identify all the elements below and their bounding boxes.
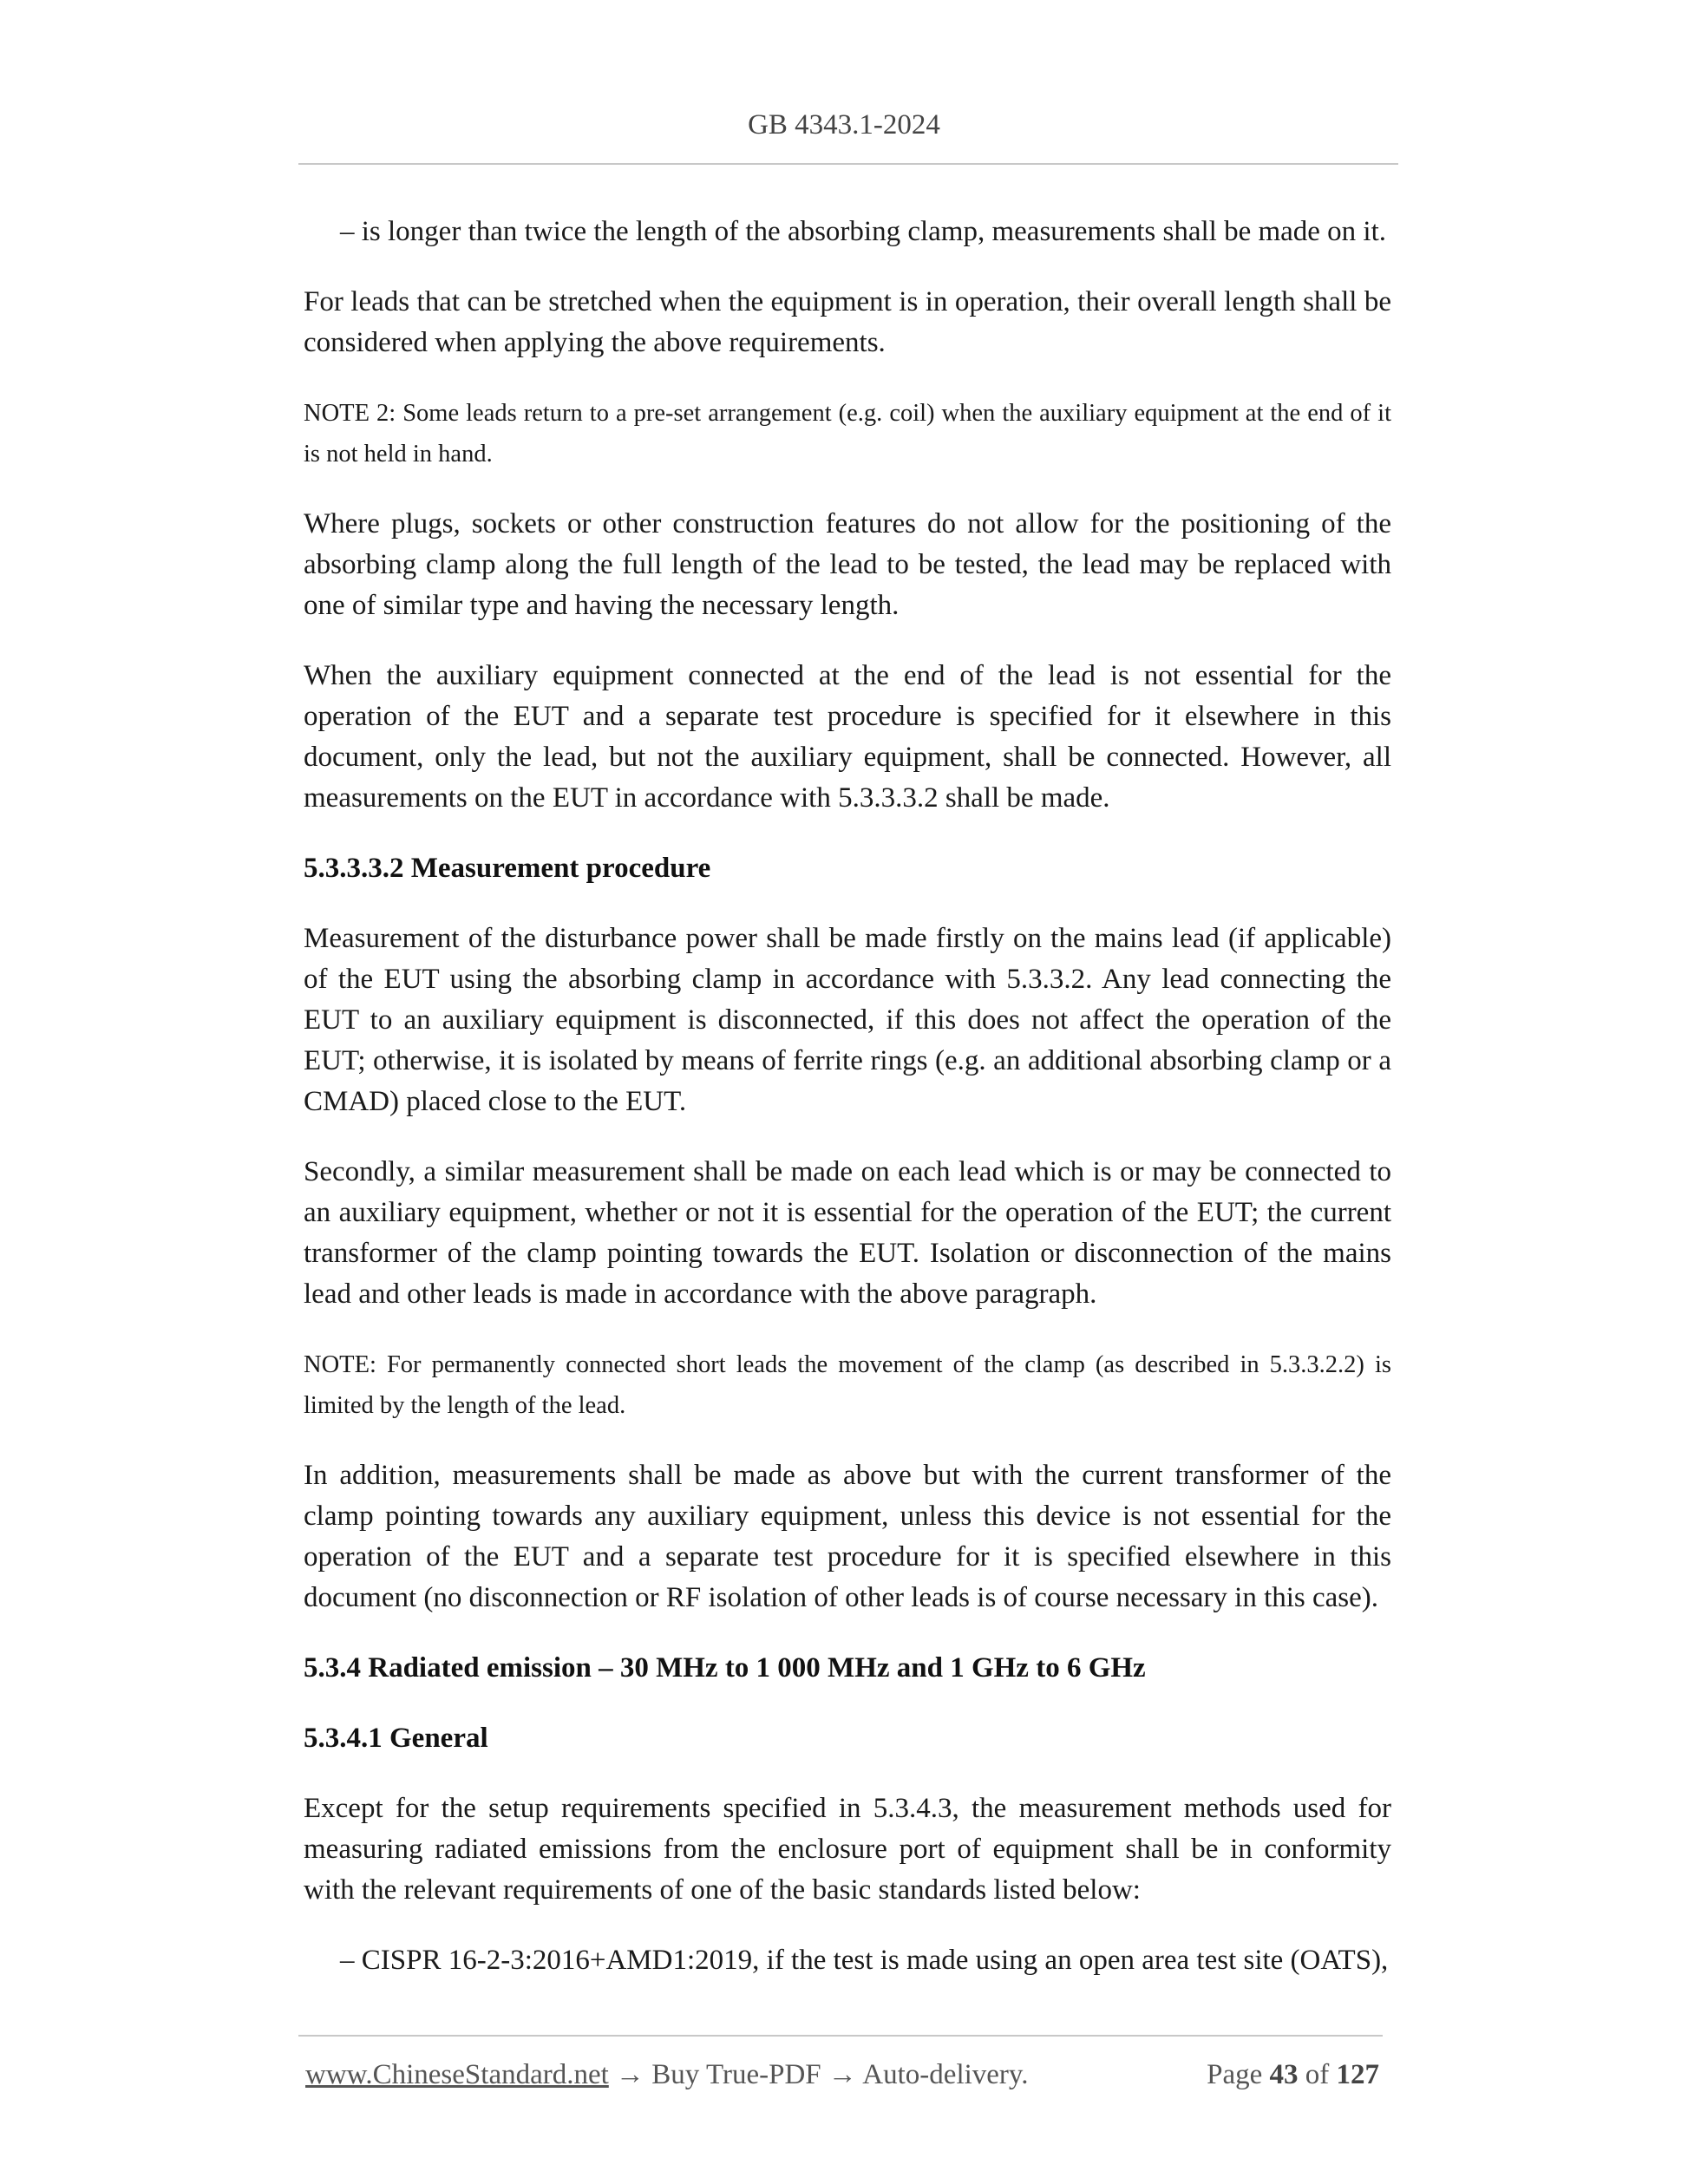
body-paragraph: Except for the setup requirements specified in 5.3.4.3, the measurement methods used for measuring radiated emissions from the enclosure port of equipment shall be in conformity with the relevant requirements of one of the basic standards listed below: [304,1793,1391,1906]
page-number: 43 [1269,2059,1299,2090]
note-paragraph: NOTE: For permanently connected short leads the movement of the clamp (as described in 5.3.3.2.2) is limited by the length of the lead. [304,1351,1391,1419]
running-header: GB 4343.1-2024 [748,109,940,141]
list-item: – is longer than twice the length of the absorbing clamp, measurements shall be made on it. [340,216,1387,247]
body-paragraph: Measurement of the disturbance power shall be made firstly on the mains lead (if applicable) of the EUT using the absorbing clamp in accordance with 5.3.3.2. Any lead connecting the EUT to an auxiliary equipment is disconnected, if this does not affect the operation of the EUT; otherwise, it is isolated by means of ferrite rings (e.g. an additional absorbing clamp or a CMAD) placed close to the EUT. [304,923,1391,1117]
of-label: of [1305,2059,1330,2090]
page-label: Page [1207,2059,1263,2090]
body-paragraph: In addition, measurements shall be made as above but with the current transformer of the clamp pointing towards any auxiliary equipment, unless this device is not essential for the operation of the EUT and a separate test procedure for it is specified elsewhere in this document (no disconnection or RF isolation of other leads is of course necessary in this case). [304,1460,1391,1613]
page-indicator [1207,2056,1379,2094]
body-paragraph: When the auxiliary equipment connected at the end of the lead is not essential for the operation of the EUT and a separate test procedure is specified for it elsewhere in this document, only the lead, but not the auxiliary equipment, shall be connected. However, all measurements on the EUT in accordance with 5.3.3.3.2 shall be made. [304,660,1391,814]
page-content [304,212,1391,1981]
page-total: 127 [1336,2059,1379,2090]
body-paragraph: For leads that can be stretched when the equipment is in operation, their overall length shall be considered when applying the above requirements. [304,286,1391,358]
website-link[interactable]: www.ChineseStandard.net [305,2059,609,2090]
list-item: – CISPR 16-2-3:2016+AMD1:2019, if the test is made using an open area test site (OATS), [340,1945,1389,1976]
footer-promo [305,2056,1029,2094]
section-heading: 5.3.4 Radiated emission – 30 MHz to 1 000 MHz and 1 GHz to 6 GHz [304,1652,1146,1684]
footer-promo-text: → Buy True-PDF → Auto-delivery. [608,2059,1029,2090]
body-paragraph: Where plugs, sockets or other construction features do not allow for the positioning of the absorbing clamp along the full length of the lead to be tested, the lead may be replaced with one of similar type and having the necessary length. [304,508,1391,621]
body-paragraph: Secondly, a similar measurement shall be made on each lead which is or may be connected to an auxiliary equipment, whether or not it is essential for the operation of the EUT; the current transformer of the clamp pointing towards the EUT. Isolation or disconnection of the mains lead and other leads is made in accordance with the above paragraph. [304,1156,1391,1310]
subsection-heading: 5.3.4.1 General [304,1723,488,1754]
section-heading: 5.3.3.3.2 Measurement procedure [304,853,711,884]
footer-divider [298,2035,1383,2037]
header-divider [298,163,1398,165]
note-paragraph: NOTE 2: Some leads return to a pre-set arrangement (e.g. coil) when the auxiliary equipment at the end of it is not held in hand. [304,400,1391,468]
